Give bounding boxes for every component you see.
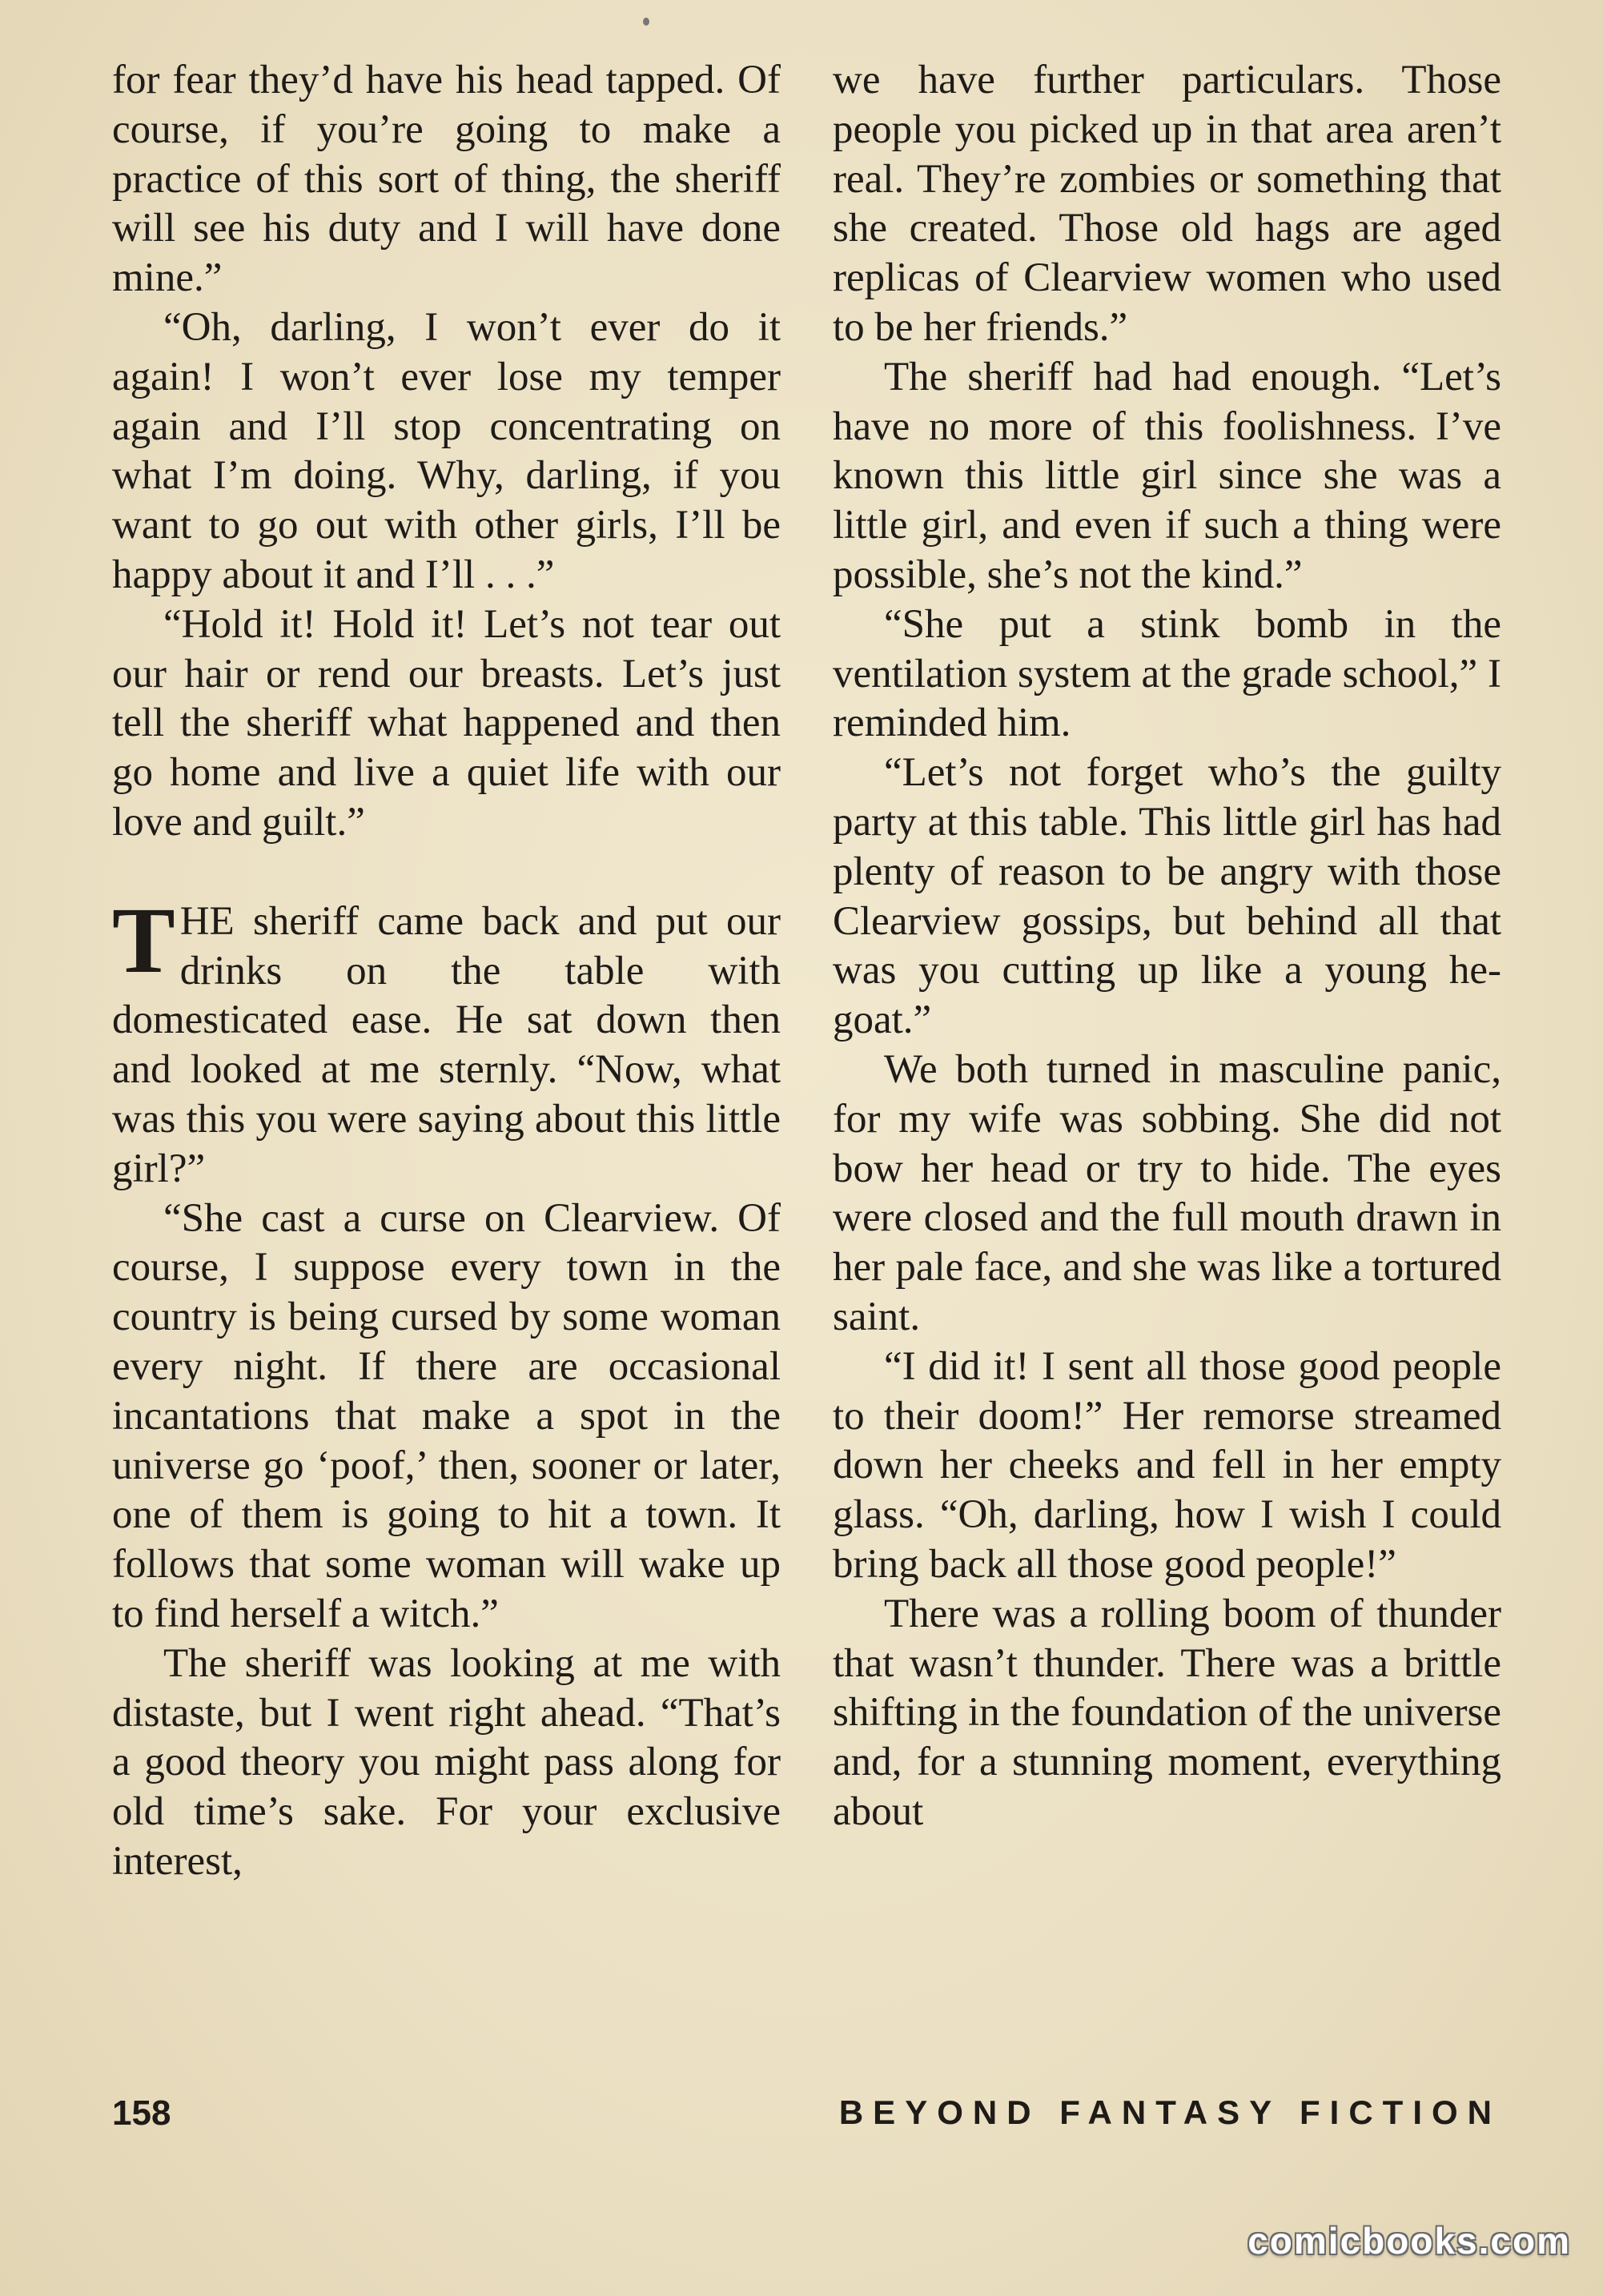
section-opening-paragraph [112, 887, 781, 1194]
drop-cap: T [112, 887, 175, 993]
paragraph: we have further particulars. Those people you picked up in that area aren’t real. They’re zombies or something that she created. Those old hags are aged replicas of Clearview women who used to be her friends.” [833, 58, 1501, 350]
paragraph: We both turned in masculine panic, for my wife was sobbing. She did not bow her head or try to hide. The eyes were closed and the full mouth drawn in her pale face, and she was like a tortured saint. [833, 1046, 1501, 1339]
watermark-logo: comicbooks.com [1247, 2220, 1571, 2262]
paragraph: “Oh, darling, I won’t ever do it again! I won’t ever lose my temper again and I’ll stop concentrating on what I’m doing. Why, darling, if you want to go out with other girls, I’ll be happy about it and I’ll . . .” [112, 304, 781, 597]
left-text-column [112, 56, 781, 1887]
paragraph: The sheriff was looking at me with distaste, but I went right ahead. “That’s a good theory you might pass along for old time’s sake. For your exclusive interest, [112, 1640, 781, 1884]
paragraph: The sheriff had had enough. “Let’s have no more of this foolishness. I’ve known this little girl since she was a little girl, and even if such a thing were possible, she’s not the kind.” [833, 354, 1501, 597]
paragraph: “I did it! I sent all those good people to their doom!” Her remorse streamed down her cheeks and fell in her empty glass. “Oh, darling, how I wish I could bring back all those good people!” [833, 1343, 1501, 1587]
paragraph: “She put a stink bomb in the ventilation system at the grade school,” I reminded him. [833, 601, 1501, 746]
paragraph: There was a rolling boom of thunder that wasn’t thunder. There was a brittle shifting in the foundation of the universe and, for a stunning moment, everything about [833, 1591, 1501, 1834]
paragraph: “Let’s not forget who’s the guilty party at this table. This little girl has had plenty of reason to be angry with those Clearview gossips, but behind all that was you cutting up like a young he-goat.” [833, 750, 1501, 1043]
page-footer [112, 2093, 1501, 2141]
right-text-column [833, 56, 1501, 1837]
paragraph: “Hold it! Hold it! Let’s not tear out our hair or rend our breasts. Let’s just tell the sheriff what happened and then go home and live a quiet life with our love and guilt.” [112, 601, 781, 845]
print-speck [643, 18, 649, 26]
paragraph: “She cast a curse on Clearview. Of course, I suppose every town in the country is being cursed by some woman every night. If there are occasional incantations that make a spot in the universe go ‘poof,’ then, sooner or later, one of them is going to hit a town. It follows that some woman will wake up to find herself a witch.” [112, 1195, 781, 1636]
page-number: 158 [112, 2093, 171, 2133]
paragraph: for fear they’d have his head tapped. Of course, if you’re going to make a practice of this sort of thing, the sheriff will see his duty and I will have done mine.” [112, 58, 781, 301]
running-title: BEYOND FANTASY FICTION [838, 2093, 1501, 2131]
paragraph-text: HE sheriff came back and put our drinks on the table with domesticated ease. He sat down then and looked at me sternly. “Now, what was this you were saying about this little girl?” [112, 898, 781, 1191]
